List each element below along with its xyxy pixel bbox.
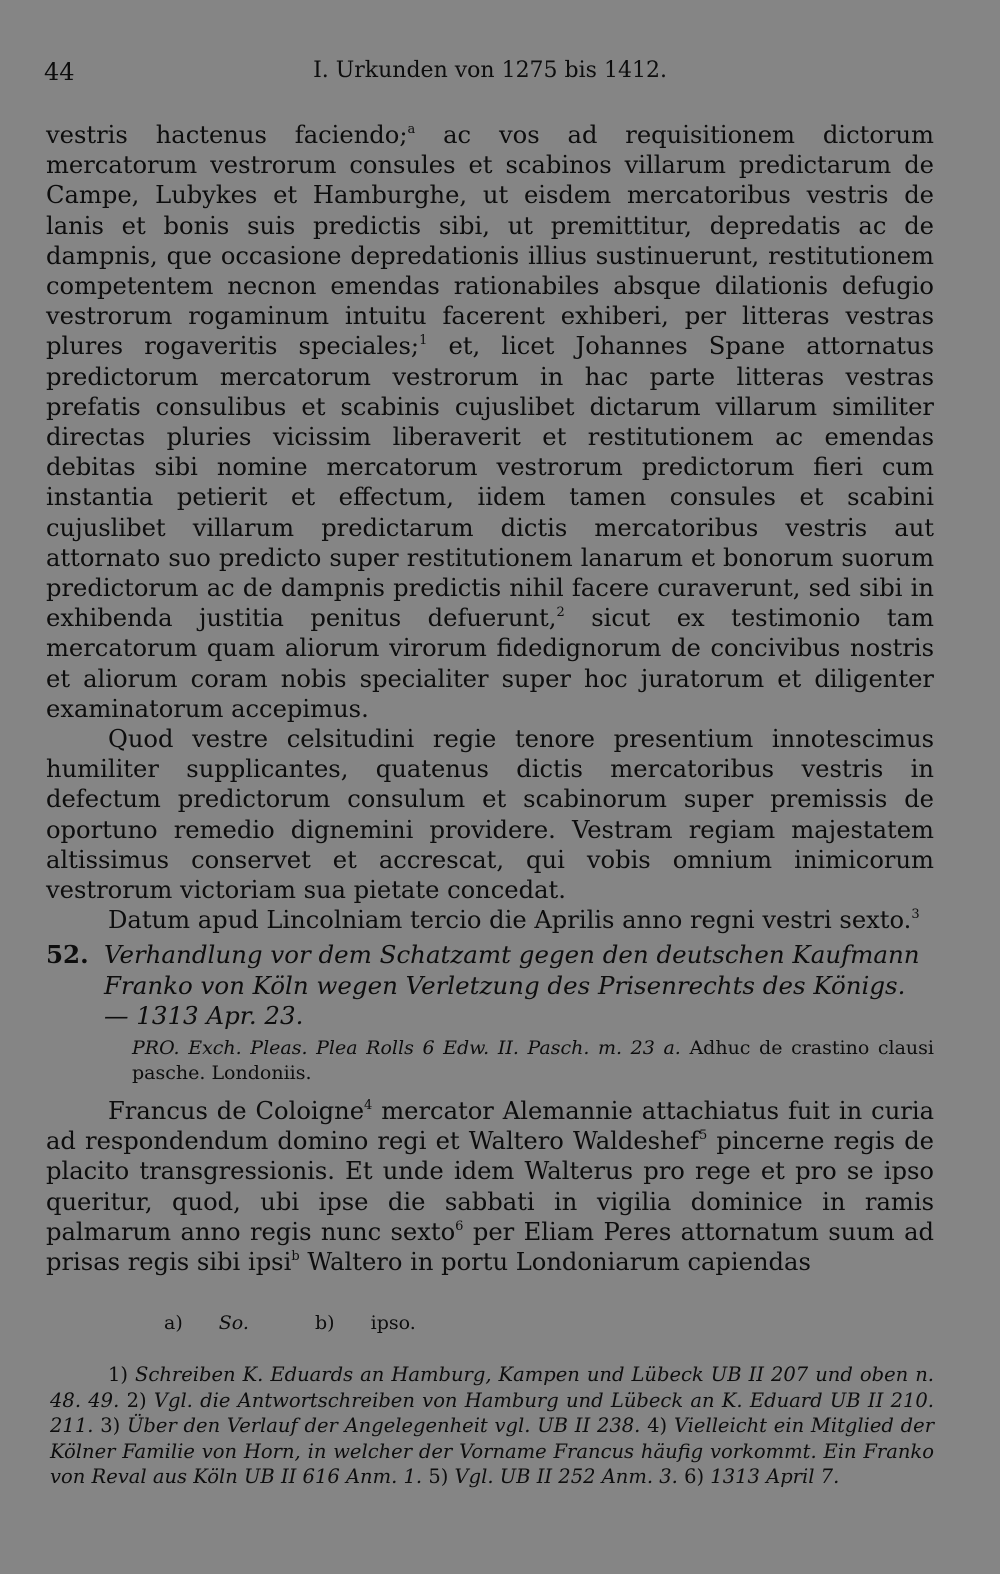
footnote-3: Über den Verlauf der Angelegenheit vgl. UB II 238. [127,1414,641,1437]
page-header [44,58,936,92]
running-title: I. Urkunden von 1275 bis 1412. [313,58,667,83]
footnote-4: Vielleicht ein Mitglied der Kölner Familie von Horn, in welcher der Vorname Francus häufig vorkommt. Ein Franko von Reval aus Köln UB II 616 Anm. 1. [50,1414,935,1488]
source-reference [132,1036,934,1086]
apparatus-note-b: b) ipso. [315,1312,416,1334]
footnote-marker: 6 [455,1218,464,1234]
footnote-2: Vgl. die Antwortschreiben von Hamburg und Lübeck an K. Eduard UB II 210. 211. [50,1388,934,1437]
source-archive: PRO. Exch. Pleas. Plea Rolls 6 Edw. II. Pasch. m. 23 a. [132,1037,681,1059]
apparatus-note-a: a) So. [164,1312,249,1334]
footnote-6: 1313 April 7. [710,1465,840,1488]
document-number: 52. [46,940,89,969]
footnote-marker: 4 [364,1098,373,1113]
main-text [46,120,934,935]
document-title: Verhandlung vor dem Schatzamt gegen den deutschen Kaufmann Franko von Köln wegen Verletzung des Prisenrechts des Königs. — 1313 Apr. 23. [104,940,920,1030]
apparatus-marker: a [407,122,416,137]
textual-apparatus [164,1312,476,1334]
footnote-marker: 5 [698,1128,708,1144]
footnote-label: 4) [647,1414,674,1437]
footnote-marker: 3 [911,907,920,923]
footnote-label: 1) [108,1363,136,1386]
footnote-5: Vgl. UB II 252 Anm. 3. [454,1465,678,1488]
footnote-label: 6) [684,1465,711,1488]
footnote-1: Schreiben K. Eduards an Hamburg, Kampen und Lübeck UB II 207 und oben n. 48. 49. [50,1363,934,1412]
document-text [46,1096,934,1277]
footnote-marker: 2 [556,605,565,621]
page-number: 44 [44,58,75,86]
dating-clause: Datum apud Lincolniam tercio die Aprilis anno regni vestri sexto.$^3$ [108,906,920,935]
document-heading [46,940,934,1032]
footnote-label: 2) [126,1388,154,1412]
paragraph: Francus de Coloigne$^4$ mercator Alemannie attachiatus fuit in curia ad respondendum domino regi et Waltero Waldeshef$^5$ pincerne regis de placito transgressionis. Et unde idem Walterus pro rege et pro se ipso queritur, quod, ubi ipse die sabbati in vigilia dominice in ramis palmarum anno regis nunc sexto$^6$ per Eliam Peres attornatum suum ad prisas regis sibi ipsi$^b$ Waltero in portu Londoniarum capiendas [46,1097,934,1277]
footnotes [50,1362,934,1490]
footnote-label: 5) [428,1465,455,1488]
footnote-label: 3) [100,1414,127,1437]
source-dating: Adhuc de crastino clausi pasche. Londoniis. [132,1037,934,1084]
footnote-block [50,1362,934,1490]
apparatus-marker: b [291,1249,300,1265]
paragraph: Quod vestre celsitudini regie tenore presentium innotescimus humiliter supplicantes, quatenus dictis mercatoribus vestris in defectum predictorum consulum et scabinorum super premissis de oportuno remedio dignemini providere. Vestram regiam majestatem altissimus conservet et accrescat, qui vobis omnium inimicorum vestrorum victoriam sua pietate concedat. [46,725,934,905]
footnote-marker: 1 [419,333,428,349]
paragraph-continuation: vestris hactenus faciendo;$^a$ ac vos ad requisitionem dictorum mercatorum vestrorum consules et scabinos villarum predictarum de Campe, Lubykes et Hamburghe, ut eisdem mercatoribus vestris de lanis et bonis suis predictis sibi, ut premittitur, depredatis ac de dampnis, que occasione depredationis illius sustinuerunt, restitutionem competentem necnon emendas rationabiles absque dilationis defugio vestrorum rogaminum intuitu facerent exhiberi, per litteras vestras plures rogaveritis speciales;$^1$ et, licet Johannes Spane attornatus predictorum mercatorum vestrorum in hac parte litteras vestras prefatis consulibus et scabinis cujuslibet dictarum villarum similiter directas pluries vicissim liberaverit et restitutionem ac emendas debitas sibi nomine mercatorum vestrorum predictorum fieri cum instantia petierit et effectum, iidem tamen consules et scabini cujuslibet villarum predictarum dictis mercatoribus vestris aut attornato suo predicto super restitutionem lanarum et bonorum suorum predictorum ac de dampnis predictis nihil facere curaverunt, sed sibi in exhibenda justitia penitus defuerunt,$^2$ sicut ex testimonio tam mercatorum quam aliorum virorum fidedignorum de concivibus nostris et aliorum coram nobis specialiter super hoc juratorum et diligenter examinatorum accepimus. [46,121,934,723]
